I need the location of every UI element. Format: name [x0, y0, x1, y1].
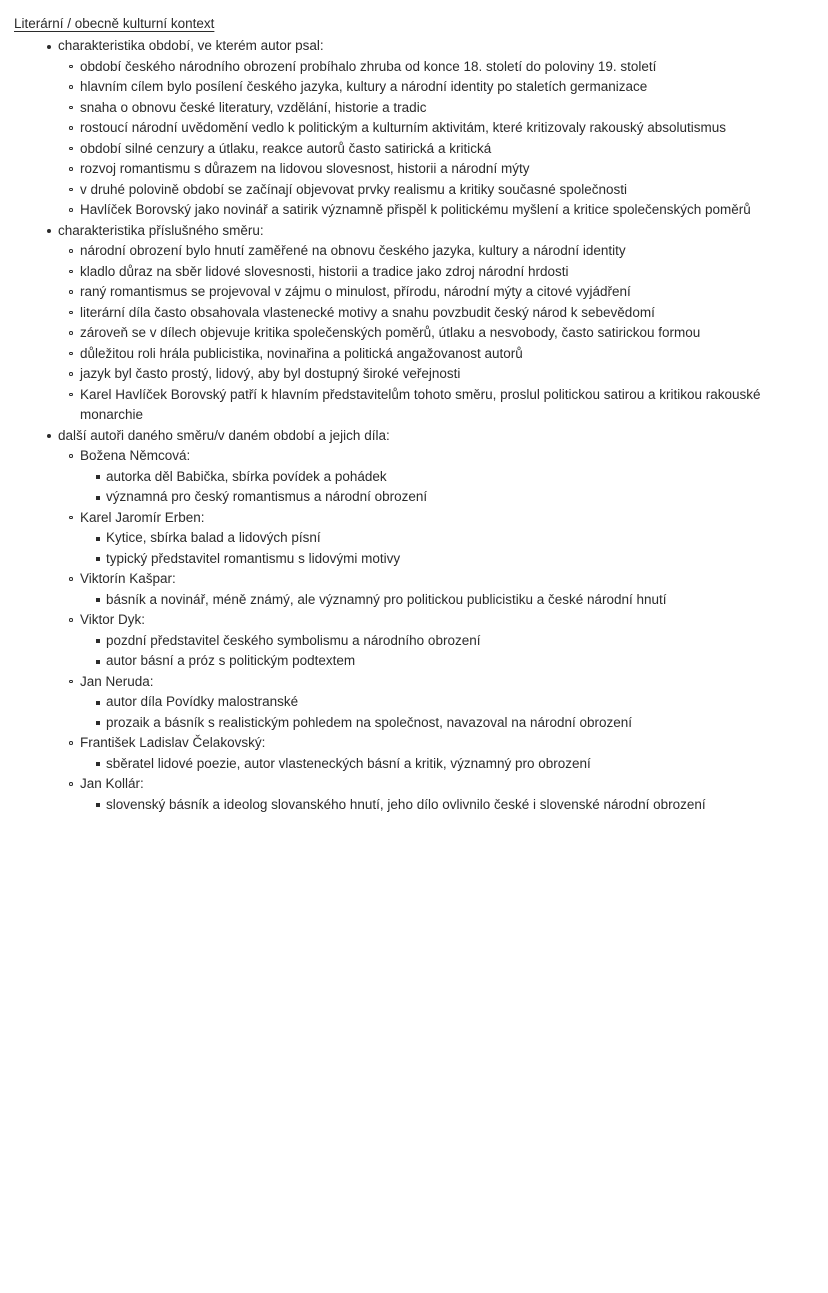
list-item [80, 692, 810, 713]
work-text: pozdní představitel českého symbolismu a národního obrození [106, 631, 810, 652]
author-name: František Ladislav Čelakovský: [80, 733, 810, 754]
author-entry [58, 733, 810, 774]
work-text: autor díla Povídky malostranské [106, 692, 810, 713]
author-works [80, 467, 810, 508]
list-item [58, 159, 810, 180]
work-text: sběratel lidové poezie, autor vlasteneckých básní a kritik, významný pro obrození [106, 754, 810, 775]
list-item [58, 139, 810, 160]
author-entry [58, 446, 810, 508]
author-works [80, 528, 810, 569]
list-item [80, 467, 810, 488]
author-works [80, 692, 810, 733]
author-entry [58, 569, 810, 610]
list-item-text: snaha o obnovu české literatury, vzdělání, historie a tradic [80, 98, 810, 119]
list-item [80, 549, 810, 570]
list-item [58, 57, 810, 78]
author-works [80, 590, 810, 611]
work-text: autor básní a próz s politickým podtextem [106, 651, 810, 672]
outline-section [28, 36, 810, 221]
work-text: básník a novinář, méně známý, ale významný pro politickou publicistiku a české národní hnutí [106, 590, 810, 611]
list-item [58, 77, 810, 98]
section-sublist [58, 57, 810, 221]
list-item [58, 385, 810, 426]
work-text: typický představitel romantismu s lidovými motivy [106, 549, 810, 570]
outline-section [28, 221, 810, 426]
list-item [80, 631, 810, 652]
list-item [58, 241, 810, 262]
list-item [58, 262, 810, 283]
list-item-text: rostoucí národní uvědomění vedlo k politickým a kulturním aktivitám, které kritizovaly rakouský absolutismus [80, 118, 810, 139]
author-name: Jan Kollár: [80, 774, 810, 795]
list-item [58, 98, 810, 119]
list-item [80, 590, 810, 611]
list-item [58, 180, 810, 201]
list-item [58, 282, 810, 303]
work-text: významná pro český romantismus a národní obrození [106, 487, 810, 508]
section-label: další autoři daného směru/v daném období a jejich díla: [58, 426, 810, 447]
list-item-text: rozvoj romantismu s důrazem na lidovou slovesnost, historii a národní mýty [80, 159, 810, 180]
author-name: Viktorín Kašpar: [80, 569, 810, 590]
page-title: Literární / obecně kulturní kontext [14, 16, 215, 31]
author-name: Viktor Dyk: [80, 610, 810, 631]
list-item [58, 364, 810, 385]
list-item [80, 487, 810, 508]
author-entry [58, 672, 810, 734]
author-name: Božena Němcová: [80, 446, 810, 467]
outline-section-authors [28, 426, 810, 816]
author-name: Jan Neruda: [80, 672, 810, 693]
authors-list [58, 446, 810, 815]
list-item-text: literární díla často obsahovala vlastenecké motivy a snahu povzbudit český národ k sebevědomí [80, 303, 810, 324]
author-works [80, 754, 810, 775]
work-text: prozaik a básník s realistickým pohledem na společnost, navazoval na národní obrození [106, 713, 810, 734]
list-item-text: jazyk byl často prostý, lidový, aby byl dostupný široké veřejnosti [80, 364, 810, 385]
list-item-text: Havlíček Borovský jako novinář a satirik významně přispěl k politickému myšlení a kritice společenských poměrů [80, 200, 810, 221]
list-item [58, 323, 810, 344]
list-item [58, 344, 810, 365]
section-label: charakteristika období, ve kterém autor psal: [58, 36, 810, 57]
list-item-text: v druhé polovině období se začínají objevovat prvky realismu a kritiky současné společnosti [80, 180, 810, 201]
section-sublist [58, 241, 810, 426]
work-text: slovenský básník a ideolog slovanského hnutí, jeho dílo ovlivnilo české i slovenské národní obrození [106, 795, 810, 816]
author-works [80, 795, 810, 816]
list-item [58, 118, 810, 139]
author-name: Karel Jaromír Erben: [80, 508, 810, 529]
section-label: charakteristika příslušného směru: [58, 221, 810, 242]
outline-root [14, 36, 810, 815]
list-item-text: raný romantismus se projevoval v zájmu o minulost, přírodu, národní mýty a citové vyjádření [80, 282, 810, 303]
list-item [80, 713, 810, 734]
list-item-text: důležitou roli hrála publicistika, novinařina a politická angažovanost autorů [80, 344, 810, 365]
list-item-text: kladlo důraz na sběr lidové slovesnosti, historii a tradice jako zdroj národní hrdosti [80, 262, 810, 283]
list-item-text: zároveň se v dílech objevuje kritika společenských poměrů, útlaku a nesvobody, často satirickou formou [80, 323, 810, 344]
work-text: Kytice, sbírka balad a lidových písní [106, 528, 810, 549]
author-entry [58, 610, 810, 672]
list-item [80, 651, 810, 672]
list-item [80, 754, 810, 775]
author-works [80, 631, 810, 672]
author-entry [58, 774, 810, 815]
list-item [58, 200, 810, 221]
author-entry [58, 508, 810, 570]
list-item-text: období českého národního obrození probíhalo zhruba od konce 18. století do poloviny 19. století [80, 57, 810, 78]
list-item-text: hlavním cílem bylo posílení českého jazyka, kultury a národní identity po staletích germanizace [80, 77, 810, 98]
list-item-text: období silné cenzury a útlaku, reakce autorů často satirická a kritická [80, 139, 810, 160]
list-item [80, 795, 810, 816]
work-text: autorka děl Babička, sbírka povídek a pohádek [106, 467, 810, 488]
list-item-text: národní obrození bylo hnutí zaměřené na obnovu českého jazyka, kultury a národní identity [80, 241, 810, 262]
list-item-text: Karel Havlíček Borovský patří k hlavním představitelům tohoto směru, proslul politickou satirou a kritikou rakouské monarchie [80, 385, 810, 426]
list-item [58, 303, 810, 324]
list-item [80, 528, 810, 549]
